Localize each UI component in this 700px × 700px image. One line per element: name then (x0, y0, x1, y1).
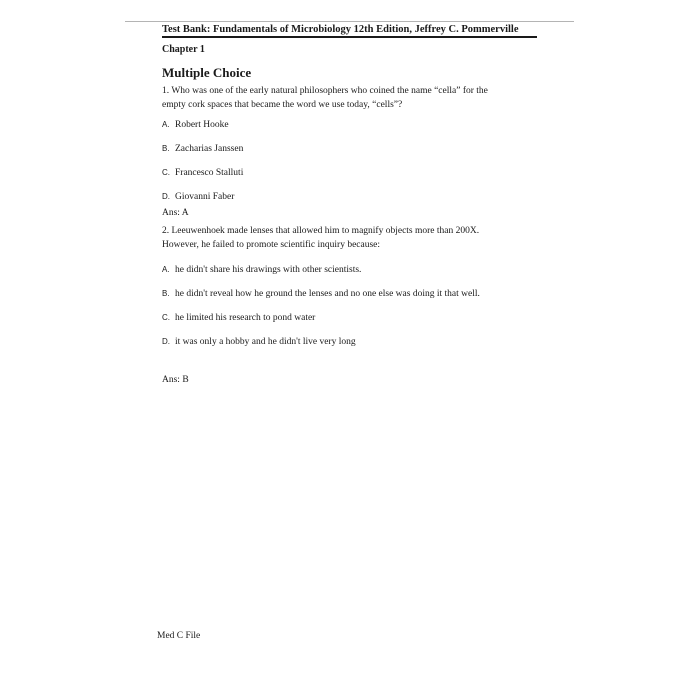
question-1-option-c (162, 167, 243, 179)
option-text: it was only a hobby and he didn't live very long (175, 337, 356, 347)
question-2-option-b (162, 288, 480, 300)
option-letter: A. (162, 120, 170, 129)
document-header: Test Bank: Fundamentals of Microbiology 12th Edition, Jeffrey C. Pommerville (162, 24, 519, 35)
option-text: Giovanni Faber (175, 192, 235, 202)
option-letter: C. (162, 168, 170, 177)
header-underline (162, 36, 537, 38)
option-text: Robert Hooke (175, 120, 229, 130)
option-letter: D. (162, 337, 170, 346)
question-1-option-d (162, 191, 234, 203)
question-2-option-c (162, 312, 315, 324)
option-letter: B. (162, 144, 170, 153)
question-1-line-2: empty cork spaces that became the word we use today, “cells”? (162, 100, 403, 110)
option-letter: B. (162, 289, 170, 298)
chapter-heading: Chapter 1 (162, 44, 205, 55)
option-text: he limited his research to pond water (175, 313, 316, 323)
question-1-option-b (162, 143, 243, 155)
option-letter: A. (162, 265, 170, 274)
option-text: Francesco Stalluti (175, 168, 244, 178)
question-2-line-2: However, he failed to promote scientific inquiry because: (162, 240, 381, 250)
section-title: Multiple Choice (162, 65, 252, 80)
top-divider (125, 21, 574, 22)
page-footer: Med C File (157, 631, 201, 641)
option-text: he didn't share his drawings with other scientists. (175, 265, 362, 275)
question-2 (162, 224, 522, 252)
option-letter: C. (162, 313, 170, 322)
question-1-answer: Ans: A (162, 208, 189, 218)
question-2-option-d (162, 336, 356, 348)
question-1 (162, 84, 522, 112)
question-2-option-a (162, 264, 361, 276)
question-1-option-a (162, 119, 229, 131)
question-2-answer: Ans: B (162, 375, 189, 385)
option-text: Zacharias Janssen (175, 144, 244, 154)
question-1-line-1: 1. Who was one of the early natural philosophers who coined the name “cella” for the (162, 86, 488, 96)
option-letter: D. (162, 192, 170, 201)
question-2-line-1: 2. Leeuwenhoek made lenses that allowed him to magnify objects more than 200X. (162, 226, 480, 236)
option-text: he didn't reveal how he ground the lenses and no one else was doing it that well. (175, 289, 480, 299)
